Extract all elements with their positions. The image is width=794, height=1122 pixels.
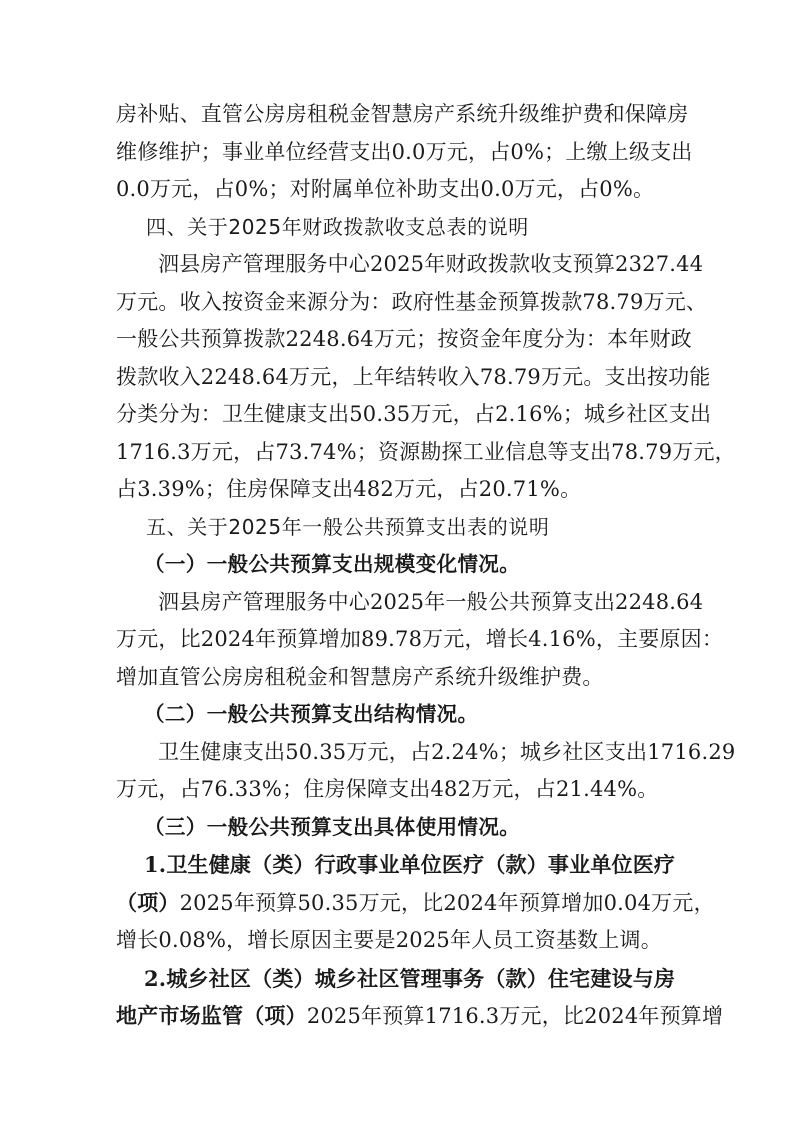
item-2 [116,960,724,1036]
item-2-title-cont: 地产市场监管（项） [116,1003,307,1028]
text-line: 卫生健康支出50.35万元，占2.24%；城乡社区支出1716.29 [158,739,736,764]
item-1 [116,846,715,960]
subheading-2: （二）一般公共预算支出结构情况。 [144,702,479,726]
text-line: 万元，占76.33%；住房保障支出482万元，占21.44%。 [116,777,659,801]
text-line: 万元。收入按资金来源分为：政府性基金预算拨款78.79万元、 [116,289,708,314]
paragraph-section-4 [116,246,736,509]
paragraph-continued [116,96,693,209]
text-line: 维修维护；事业单位经营支出0.0万元，占0%；上缴上级支出 [116,139,693,164]
section-heading-4: 四、关于2025年财政拨款收支总表的说明 [146,214,529,239]
item-1-title: 1.卫生健康（类）行政事业单位医疗（款）事业单位医疗 [144,852,676,877]
paragraph-5-2 [116,734,736,809]
section-heading-5: 五、关于2025年一般公共预算支出表的说明 [146,514,550,539]
text-line: 泗县房产管理服务中心2025年一般公共预算支出2248.64 [158,589,704,614]
text-line: 0.0万元，占0%；对附属单位补助支出0.0万元，占0%。 [116,177,655,201]
document-body [116,96,736,1036]
text-line: 泗县房产管理服务中心2025年财政拨款收支预算2327.44 [158,252,704,276]
text-line: 1716.3万元，占73.74%；资源勘探工业信息等支出78.79万元， [116,439,736,464]
text-line: 拨款收入2248.64万元，上年结转收入78.79万元。支出按功能 [116,364,711,389]
text-line: 万元，比2024年预算增加89.78万元，增长4.16%，主要原因： [116,627,724,651]
subheading-1: （一）一般公共预算支出规模变化情况。 [144,552,521,576]
subheading-3: （三）一般公共预算支出具体使用情况。 [144,814,521,839]
text-line: 一般公共预算拨款2248.64万元；按资金年度分为：本年财政 [116,327,692,351]
text-line: 房补贴、直管公房房租税金智慧房产系统升级维护费和保障房 [116,102,689,126]
text-line: 占3.39%；住房保障支出482万元，占20.71%。 [116,477,582,501]
item-2-title: 2.城乡社区（类）城乡社区管理事务（款）住宅建设与房 [144,965,676,991]
text-line: 分类分为：卫生健康支出50.35万元，占2.16%；城乡社区支出 [116,402,712,426]
text-line: 增加直管公房房租税金和智慧房产系统升级维护费。 [116,664,604,689]
text-line: 增长0.08%，增长原因主要是2025年人员工资基数上调。 [116,928,662,952]
paragraph-5-1 [116,584,724,697]
item-1-title-cont: （项） [116,889,180,915]
text-line: 2025年预算50.35万元，比2024年预算增加0.04万元， [179,890,715,915]
text-line: 2025年预算1716.3万元，比2024年预算增 [306,1004,724,1028]
